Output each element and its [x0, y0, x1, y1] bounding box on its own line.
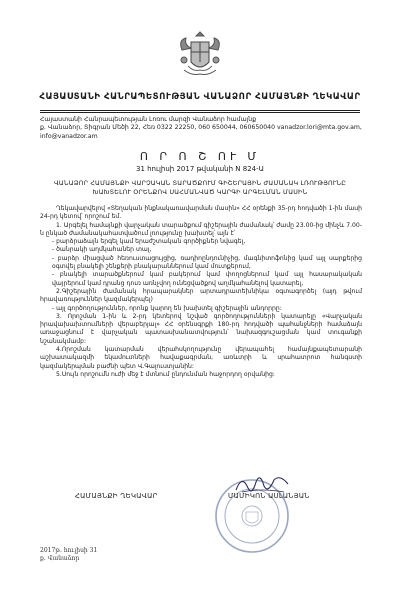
- clause-5: 5.Սույն որոշումն ուժի մեջ է մտնում ընդունման հաջորդող օրվանից:: [56, 370, 275, 378]
- clause-2-item: - այլ գործողություններ, որոնք կարող են խախտել գիշերային անդորրը:: [52, 304, 282, 312]
- header-divider: [40, 110, 360, 111]
- address-email: info@vanadzor.am: [40, 132, 98, 140]
- clause-1-item: - բնակելի տարածքներում կամ բակերում կամ փողոցներում կամ այլ հասարակական վայրերում կամ դրանց դուռ առնչվող ունեցվածքով աղմկահանելով կատարել,: [52, 271, 362, 287]
- address-block: [40, 116, 370, 141]
- address-line: Հայաստանի Հանրապետության Լոռու մարզի Վանաձոր համայնք: [40, 116, 257, 123]
- document-type-title: Ո Ր Ո Շ ՈՒ Մ: [139, 150, 261, 163]
- clause-1-item: - բարձրաձայն երգել կամ երաժշտական գործիքներ նվագել,: [52, 238, 246, 246]
- body-intro: Ղեկավարվելով «Տեղական ինքնակառավարման մասին» ՀՀ օրենքի 35-րդ հոդվածի 1-ին մասի 24-րդ կետով՝ որոշում եմ.: [40, 205, 362, 221]
- clause-4: 4.Որոշման կատարման վերահսկողությունը վերապահել համայնքապետարանի աշխատակազմի եկամուտների հավաքագրման, առևտրի և սրահատրոտ հանգստի կազմակերպման բաժնի պետ Վ.Գալուստյանին:: [40, 346, 362, 370]
- clause-1-item: - ծանրակի աղմկահաներ տալ,: [52, 246, 152, 254]
- footer-block: [40, 547, 97, 563]
- signatory-position: ՀԱՄԱՅՆՔԻ ՂԵԿԱՎԱՐ: [75, 492, 158, 500]
- footer-place: ք. Վանաձոր: [40, 555, 80, 562]
- clause-1-item: - բարձր միացված հեռուստացույցից, ռադիոընդունիչից, մագնիտոֆոնից կամ այլ սարքերից օգտվել բնակելի շենքերի բնակարաններում կամ մուտքերում,: [52, 254, 362, 271]
- issuer-title: ՀԱՅԱՍՏԱՆԻ ՀԱՆՐԱՊԵՏՈՒԹՅԱՆ ՎԱՆԱՁՈՐ ՀԱՄԱՅՆՔԻ ՂԵԿԱՎԱՐ: [39, 92, 361, 102]
- signatory-name: ՄԱՄԻԿՈՆ ԱՍԼԱՆՅԱՆ: [228, 492, 310, 500]
- footer-date: 2017թ. հուլիսի 31: [40, 547, 98, 554]
- armenian-coat-of-arms-icon: [174, 30, 226, 82]
- clause-3: 3. Որոշման 1-ին և 2-րդ կետերով նշված գործողությունների կատարելը «Վարչական իրավախախտումների վերաբերյալ» ՀՀ օրենսգրքի 180-րդ հոդվածի պահանջների համաձայն առաջացնում է վարչական պատասխանատվություն՝ նախազգուշացման կամ տուգանքի նշանակմամբ:: [40, 312, 362, 345]
- order-subject: ՎԱՆԱՁՈՐ ՀԱՄԱՅՆՔԻ ՎԱՐՉԱԿԱՆ ՏԱՐԱԾՔՈՒՄ ԳԻՇԵՐԱՅԻՆ ԺԱՄԱՆԱԿ ԼՌՈՒԹՅՈՒՆԸ ԽԱԽՏԵԼՈՒ ՕՐԵՆՔՈՎ ՍԱՀՄԱՆՎԱԾ ԿԱՐԳԻ ԱՐԳԵԼՄԱՆ ՄԱՍԻՆ: [53, 180, 347, 196]
- header-divider-thin: [40, 112, 360, 113]
- clause-1: 1. Արգելել համայնքի վարչական տարածքում գիշերային ժամանակ՝ ժամը 23.00-ից մինչև 7.00-ն ընկած ժամանակահատվածում լռությունը խախտել՝ այն է՝: [40, 221, 362, 237]
- order-body: [40, 205, 362, 379]
- clause-2: 2.Գիշերային ժամանակ հրապարակներ արտադրատեխնիկա օգտագործել (այդ թվում հրավառություններ կազմակերպել): [40, 287, 362, 304]
- order-date-number: 31 հուլիսի 2017 թվականի N 824-Ա: [135, 165, 264, 173]
- address-contacts: ք. Վանաձոր, Տիգրան Մեծի 22, Հեռ 0322 22250, 060 650044, 060650040 vanadzor.lori@mta.gov.am,: [40, 124, 362, 132]
